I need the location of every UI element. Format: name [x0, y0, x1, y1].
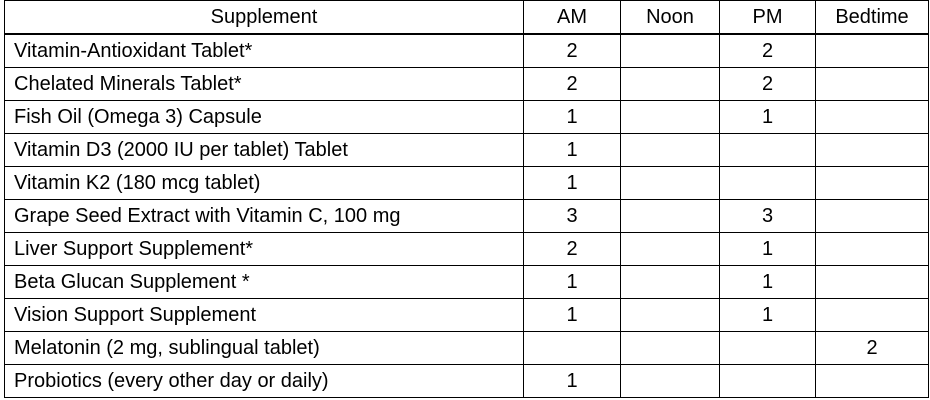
supplement-name: Liver Support Supplement*	[5, 233, 524, 266]
dose-noon	[621, 68, 720, 101]
supplement-name: Vision Support Supplement	[5, 299, 524, 332]
supplement-name: Probiotics (every other day or daily)	[5, 365, 524, 398]
dose-pm	[720, 365, 816, 398]
dose-bedtime	[816, 365, 929, 398]
dose-noon	[621, 299, 720, 332]
supplement-name: Fish Oil (Omega 3) Capsule	[5, 101, 524, 134]
dose-noon	[621, 332, 720, 365]
dose-noon	[621, 266, 720, 299]
supplement-name: Vitamin-Antioxidant Tablet*	[5, 34, 524, 68]
dose-pm: 2	[720, 68, 816, 101]
dose-noon	[621, 365, 720, 398]
table-row	[5, 299, 929, 332]
dose-pm	[720, 167, 816, 200]
table-row	[5, 101, 929, 134]
dose-bedtime	[816, 101, 929, 134]
supplement-schedule-table	[4, 0, 929, 398]
dose-bedtime	[816, 299, 929, 332]
supplement-name: Melatonin (2 mg, sublingual tablet)	[5, 332, 524, 365]
dose-bedtime	[816, 134, 929, 167]
dose-noon	[621, 200, 720, 233]
dose-pm: 1	[720, 266, 816, 299]
table-row	[5, 34, 929, 68]
dose-pm: 1	[720, 299, 816, 332]
dose-noon	[621, 167, 720, 200]
dose-pm	[720, 332, 816, 365]
table-row	[5, 266, 929, 299]
supplement-name: Vitamin D3 (2000 IU per tablet) Tablet	[5, 134, 524, 167]
dose-am: 2	[524, 68, 621, 101]
dose-pm	[720, 134, 816, 167]
dose-am: 1	[524, 167, 621, 200]
dose-noon	[621, 134, 720, 167]
dose-bedtime	[816, 233, 929, 266]
dose-noon	[621, 34, 720, 68]
dose-pm: 3	[720, 200, 816, 233]
header-noon: Noon	[621, 1, 720, 35]
dose-bedtime	[816, 34, 929, 68]
table-row	[5, 365, 929, 398]
dose-pm: 1	[720, 101, 816, 134]
dose-am: 1	[524, 134, 621, 167]
dose-bedtime	[816, 68, 929, 101]
dose-noon	[621, 101, 720, 134]
table-row	[5, 233, 929, 266]
supplement-name: Beta Glucan Supplement *	[5, 266, 524, 299]
header-am: AM	[524, 1, 621, 35]
dose-am: 2	[524, 34, 621, 68]
supplement-name: Vitamin K2 (180 mcg tablet)	[5, 167, 524, 200]
dose-bedtime	[816, 167, 929, 200]
dose-am	[524, 332, 621, 365]
header-row	[5, 1, 929, 35]
dose-bedtime: 2	[816, 332, 929, 365]
dose-am: 1	[524, 299, 621, 332]
dose-am: 3	[524, 200, 621, 233]
header-bedtime: Bedtime	[816, 1, 929, 35]
table-row	[5, 332, 929, 365]
dose-bedtime	[816, 266, 929, 299]
table-row	[5, 200, 929, 233]
dose-am: 1	[524, 101, 621, 134]
header-pm: PM	[720, 1, 816, 35]
dose-am: 2	[524, 233, 621, 266]
dose-pm: 2	[720, 34, 816, 68]
header-supplement: Supplement	[5, 1, 524, 35]
table-row	[5, 68, 929, 101]
table-row	[5, 134, 929, 167]
dose-pm: 1	[720, 233, 816, 266]
table-row	[5, 167, 929, 200]
supplement-name: Chelated Minerals Tablet*	[5, 68, 524, 101]
dose-noon	[621, 233, 720, 266]
dose-bedtime	[816, 200, 929, 233]
dose-am: 1	[524, 365, 621, 398]
supplement-name: Grape Seed Extract with Vitamin C, 100 mg	[5, 200, 524, 233]
dose-am: 1	[524, 266, 621, 299]
